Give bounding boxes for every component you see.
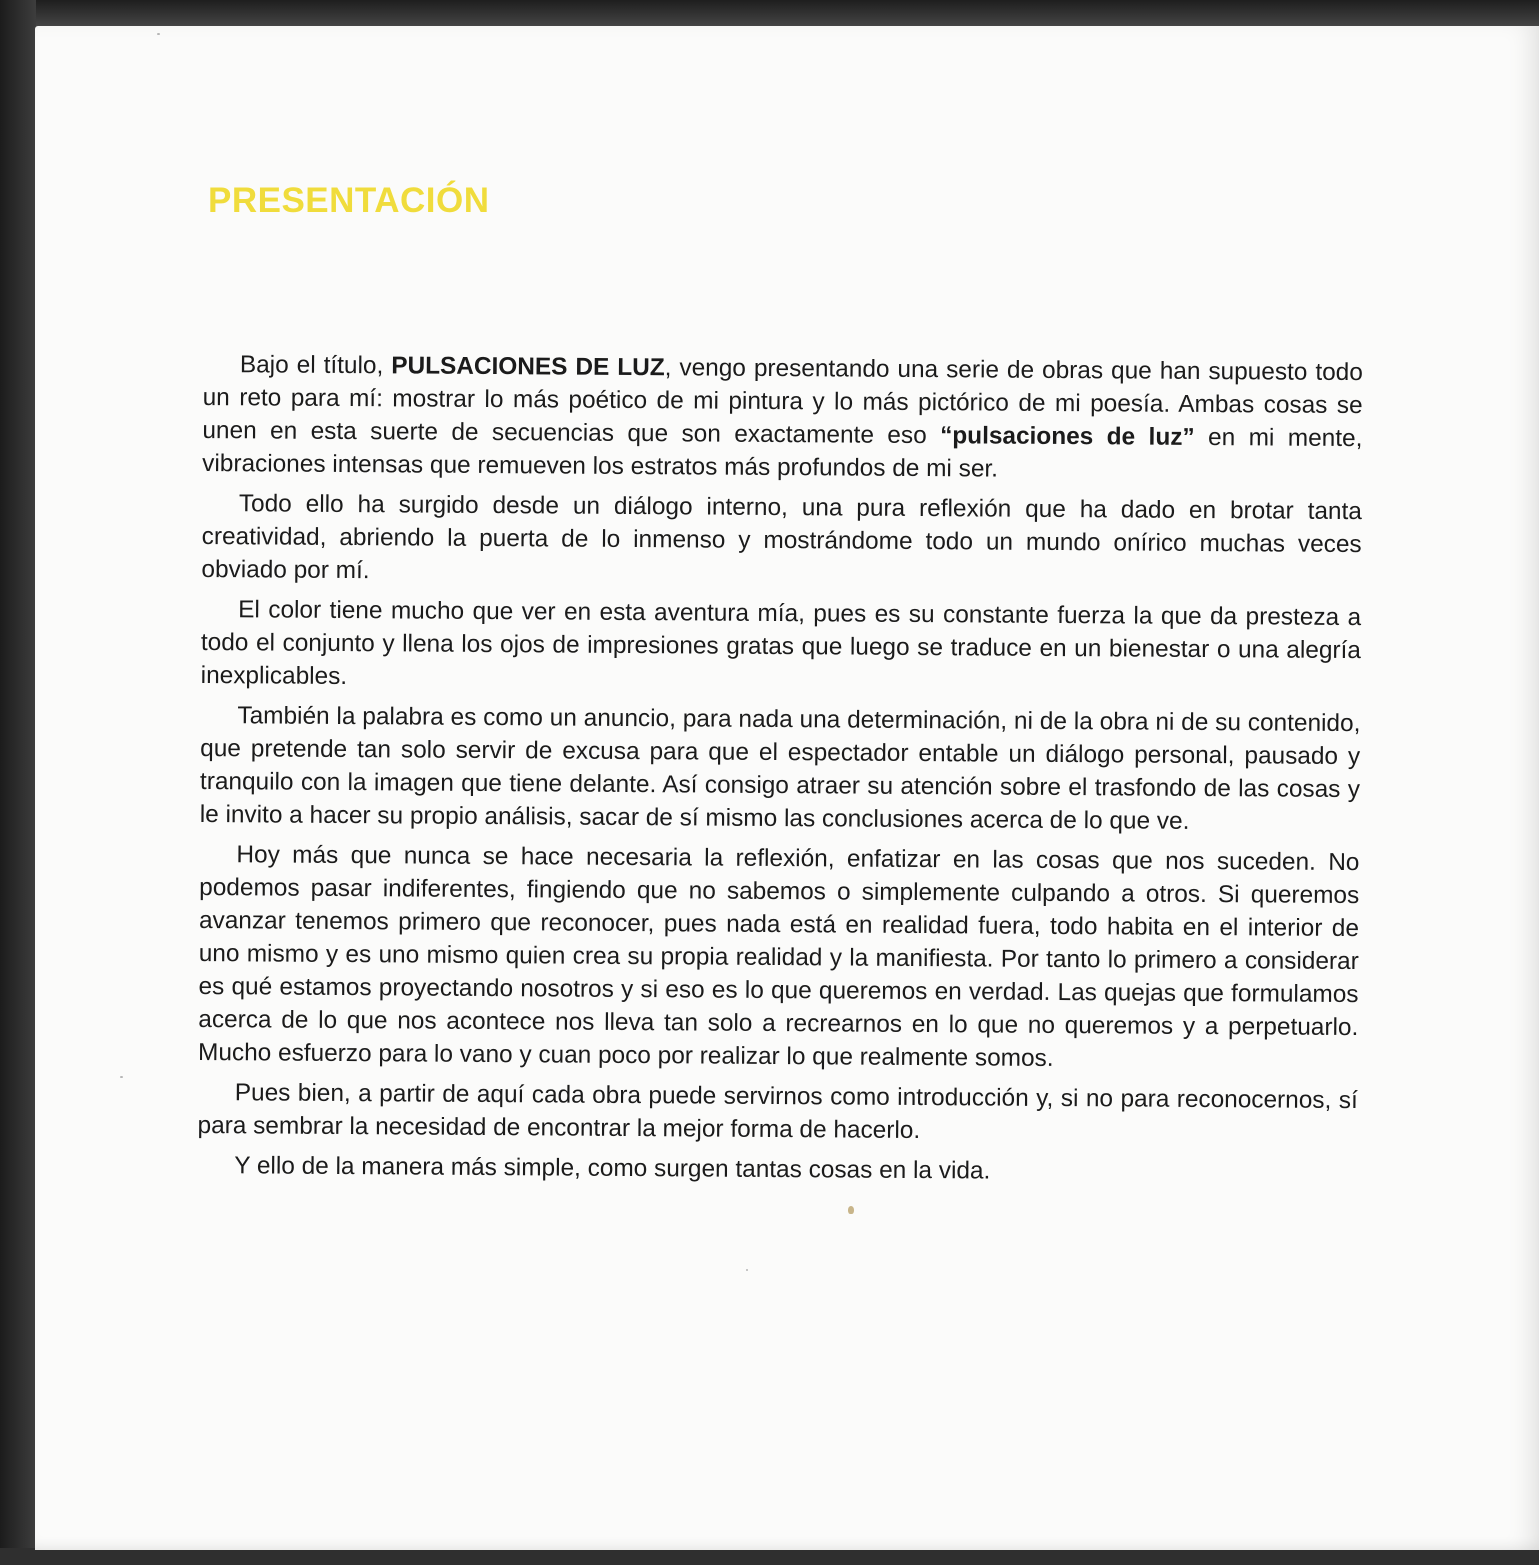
- paragraph-1-middle: , vengo presentando una serie de obras que han supuesto todo un reto para mí: mostrar lo más poético de mi pintura y lo más pictórico de mi poesía. Ambas cosas se unen en esta suerte de secuencias que son exactamente eso: [202, 354, 1363, 450]
- dust-mark: [746, 1269, 748, 1271]
- paragraph-6: Pues bien, a partir de aquí cada obra puede servirnos como introducción y, si no para reconocernos, sí para sembrar la necesidad de encontrar la mejor forma de hacerlo.: [197, 1079, 1358, 1145]
- presentation-text: [197, 348, 1363, 1197]
- paragraph-1-end: en mi mente, vibraciones intensas que remueven los estratos más profundos de mi ser.: [202, 423, 1363, 483]
- scanner-background-left: [0, 0, 36, 1565]
- paragraph-3: El color tiene mucho que ver en esta aventura mía, pues es su constante fuerza la que da presteza a todo el conjunto y llena los ojos de impresiones gratas que luego se traduce en un bienestar o una alegría inexplicables.: [200, 596, 1362, 691]
- paragraph-1-intro: Bajo el título,: [239, 351, 392, 380]
- page-title: PRESENTACIÓN: [208, 181, 490, 220]
- paper-speck: [848, 1206, 854, 1214]
- paragraph-1: [202, 348, 1363, 488]
- paragraph-7: Y ello de la manera más simple, como surgen tantas cosas en la vida.: [234, 1152, 991, 1185]
- paragraph-2: Todo ello ha surgido desde un diálogo interno, una pura reflexión que ha dado en brotar tanta creatividad, abriendo la puerta de lo inmenso y mostrándome todo un mundo onírico muchas veces obviado por mí.: [201, 490, 1362, 585]
- paragraph-5: Hoy más que nunca se hace necesaria la reflexión, enfatizar en las cosas que nos suceden. No podemos pasar indiferentes, fingiendo que no sabemos o simplemente culpando a otros. Si queremos avanzar tenemos primero que reconocer, pues nada está en realidad fuera, todo habita en el interior de uno mismo y es uno mismo quien crea su propia realidad y la manifiesta. Por tanto lo primero a considerar es qué estamos proyectando nosotros y si eso es lo que queremos en verdad. Las quejas que formulamos acerca de lo que nos acontece nos lleva tan solo a recrearnos en lo que no queremos y a perpetuarlo. Mucho esfuerzo para lo vano y cuan poco por realizar lo que realmente somos.: [197, 841, 1360, 1072]
- dust-mark: [157, 33, 160, 35]
- series-title-emphasis: PULSACIONES DE LUZ: [391, 352, 665, 382]
- quoted-emphasis: “pulsaciones de luz”: [940, 422, 1195, 451]
- dust-mark: [120, 1076, 123, 1078]
- scanner-background-bottom: [0, 1548, 1539, 1565]
- paragraph-4: También la palabra es como un anuncio, para nada una determinación, ni de la obra ni de su contenido, que pretende tan solo servir de excusa para que el espectador entable un diálogo personal, pausado y tranquilo con la imagen que tiene delante. Así consigo atraer su atención sobre el trasfondo de las cosas y le invito a hacer su propio análisis, sacar de sí mismo las conclusiones acerca de lo que ve.: [199, 702, 1361, 835]
